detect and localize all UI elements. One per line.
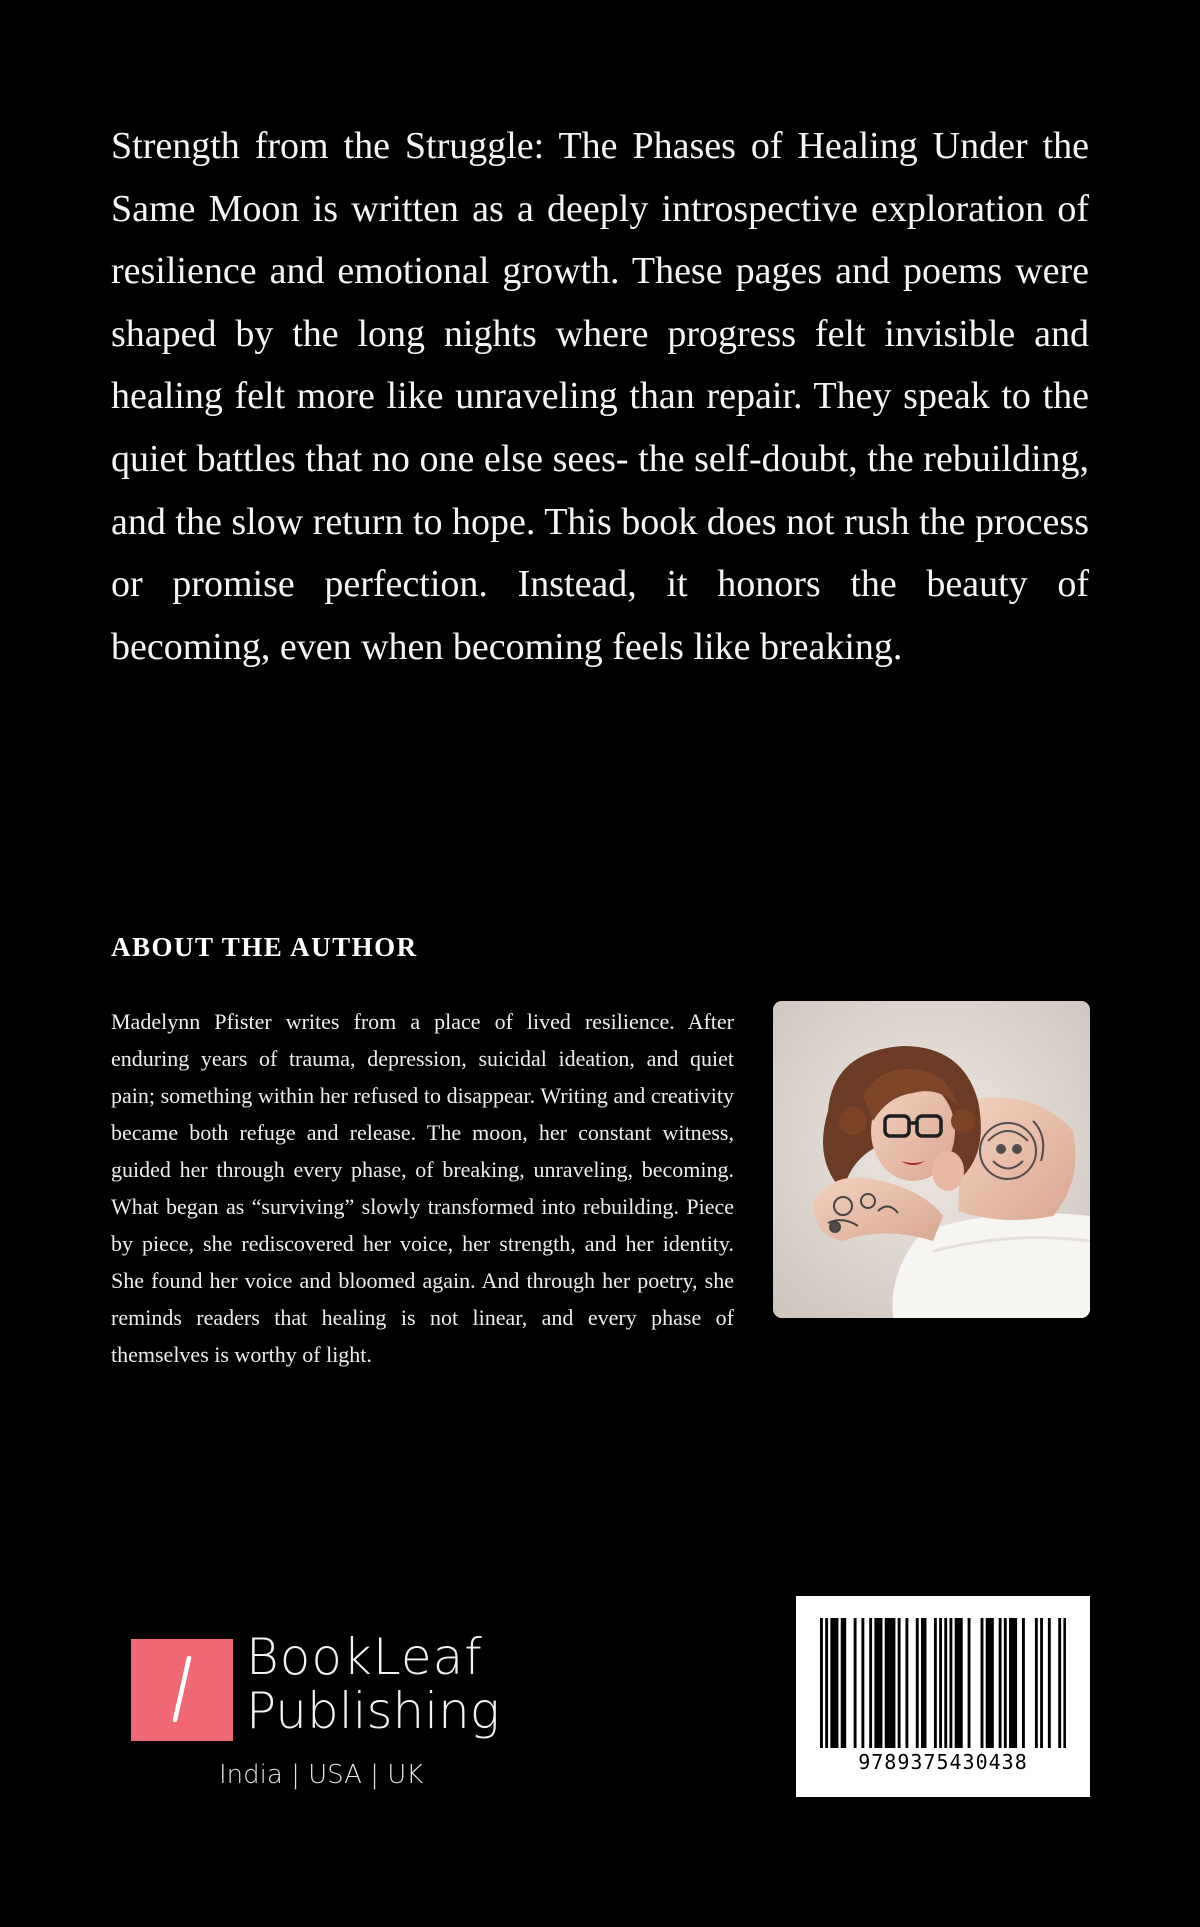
barcode-bar [924, 1618, 927, 1748]
barcode-bar [988, 1618, 991, 1748]
barcode-bar [869, 1618, 872, 1748]
barcode-bar [1058, 1618, 1061, 1748]
barcode-bar [957, 1618, 960, 1748]
barcode-bar [874, 1618, 877, 1748]
isbn-barcode [796, 1596, 1090, 1797]
publisher-logo [131, 1628, 511, 1806]
author-bio: Madelynn Pfister writes from a place of lived resilience. After enduring years of trauma, depression, suicidal ideation, and quiet pain; something within her refused to disappear. Writing and creativity became both refuge and release. The moon, her constant witness, guided her through every phase, of breaking, unraveling, becoming. What began as “surviving” slowly transformed into rebuilding. Piece by piece, she rediscovered her voice, her strength, and her identity. She found her voice and bloomed again. And through her poetry, she reminds readers that healing is not linear, and every phase of themselves is worthy of light. [111, 1009, 734, 1367]
publisher-name-line-1: BookLeaf [246, 1628, 483, 1686]
publisher-name-line-2: Publishing [246, 1682, 500, 1740]
barcode-bar [1012, 1618, 1015, 1748]
isbn-number: 9789375430438 [858, 1750, 1028, 1774]
slash-icon [131, 1636, 233, 1738]
barcode-bar [893, 1618, 896, 1748]
barcode-bar [1009, 1618, 1012, 1748]
barcode-bar [1063, 1618, 1066, 1748]
barcode-bar [843, 1618, 846, 1748]
barcode-bar [934, 1618, 937, 1748]
barcode-bar [921, 1618, 924, 1748]
barcode-bars [820, 1618, 1066, 1748]
barcode-bar [877, 1618, 880, 1748]
barcode-bar [890, 1618, 893, 1748]
barcode-bar [841, 1618, 844, 1748]
about-author-heading: ABOUT THE AUTHOR [111, 932, 418, 962]
barcode-bar [939, 1618, 942, 1748]
barcode-bar [833, 1618, 836, 1748]
barcode-bar [986, 1618, 989, 1748]
barcode-bar [836, 1618, 839, 1748]
publisher-locations: India | USA | UK [219, 1760, 424, 1790]
barcode-bar [854, 1618, 857, 1748]
barcode-bar [825, 1618, 828, 1748]
barcode-bar [1035, 1618, 1038, 1748]
barcode-bar [1048, 1618, 1051, 1748]
barcode-bar [820, 1618, 823, 1748]
barcode-bar [1040, 1618, 1043, 1748]
author-photo [773, 1001, 1090, 1318]
barcode-bar [944, 1618, 947, 1748]
barcode-bar [968, 1618, 971, 1748]
barcode-bar [949, 1618, 952, 1748]
barcode-bar [916, 1618, 919, 1748]
barcode-bar [1004, 1618, 1007, 1748]
barcode-bar [898, 1618, 901, 1748]
barcode-bar [885, 1618, 888, 1748]
barcode-bar [999, 1618, 1002, 1748]
barcode-bar [960, 1618, 963, 1748]
barcode-bar [887, 1618, 890, 1748]
barcode-bar [981, 1618, 984, 1748]
barcode-bar [1014, 1618, 1017, 1748]
barcode-bar [955, 1618, 958, 1748]
barcode-bar [905, 1618, 908, 1748]
barcode-bar [1022, 1618, 1025, 1748]
barcode-bar [861, 1618, 864, 1748]
barcode-bar [830, 1618, 833, 1748]
barcode-bar [880, 1618, 883, 1748]
barcode-bar [991, 1618, 994, 1748]
book-blurb: Strength from the Struggle: The Phases of Healing Under the Same Moon is written as a deeply introspective exploration of resilience and emotional growth. These pages and poems were shaped by the long nights where progress felt invisible and healing felt more like unraveling than repair. They speak to the quiet battles that no one else sees- the self-doubt, the rebuilding, and the slow return to hope. This book does not rush the process or promise perfection. Instead, it honors the beauty of becoming, even when becoming feels like breaking. [111, 125, 1089, 668]
